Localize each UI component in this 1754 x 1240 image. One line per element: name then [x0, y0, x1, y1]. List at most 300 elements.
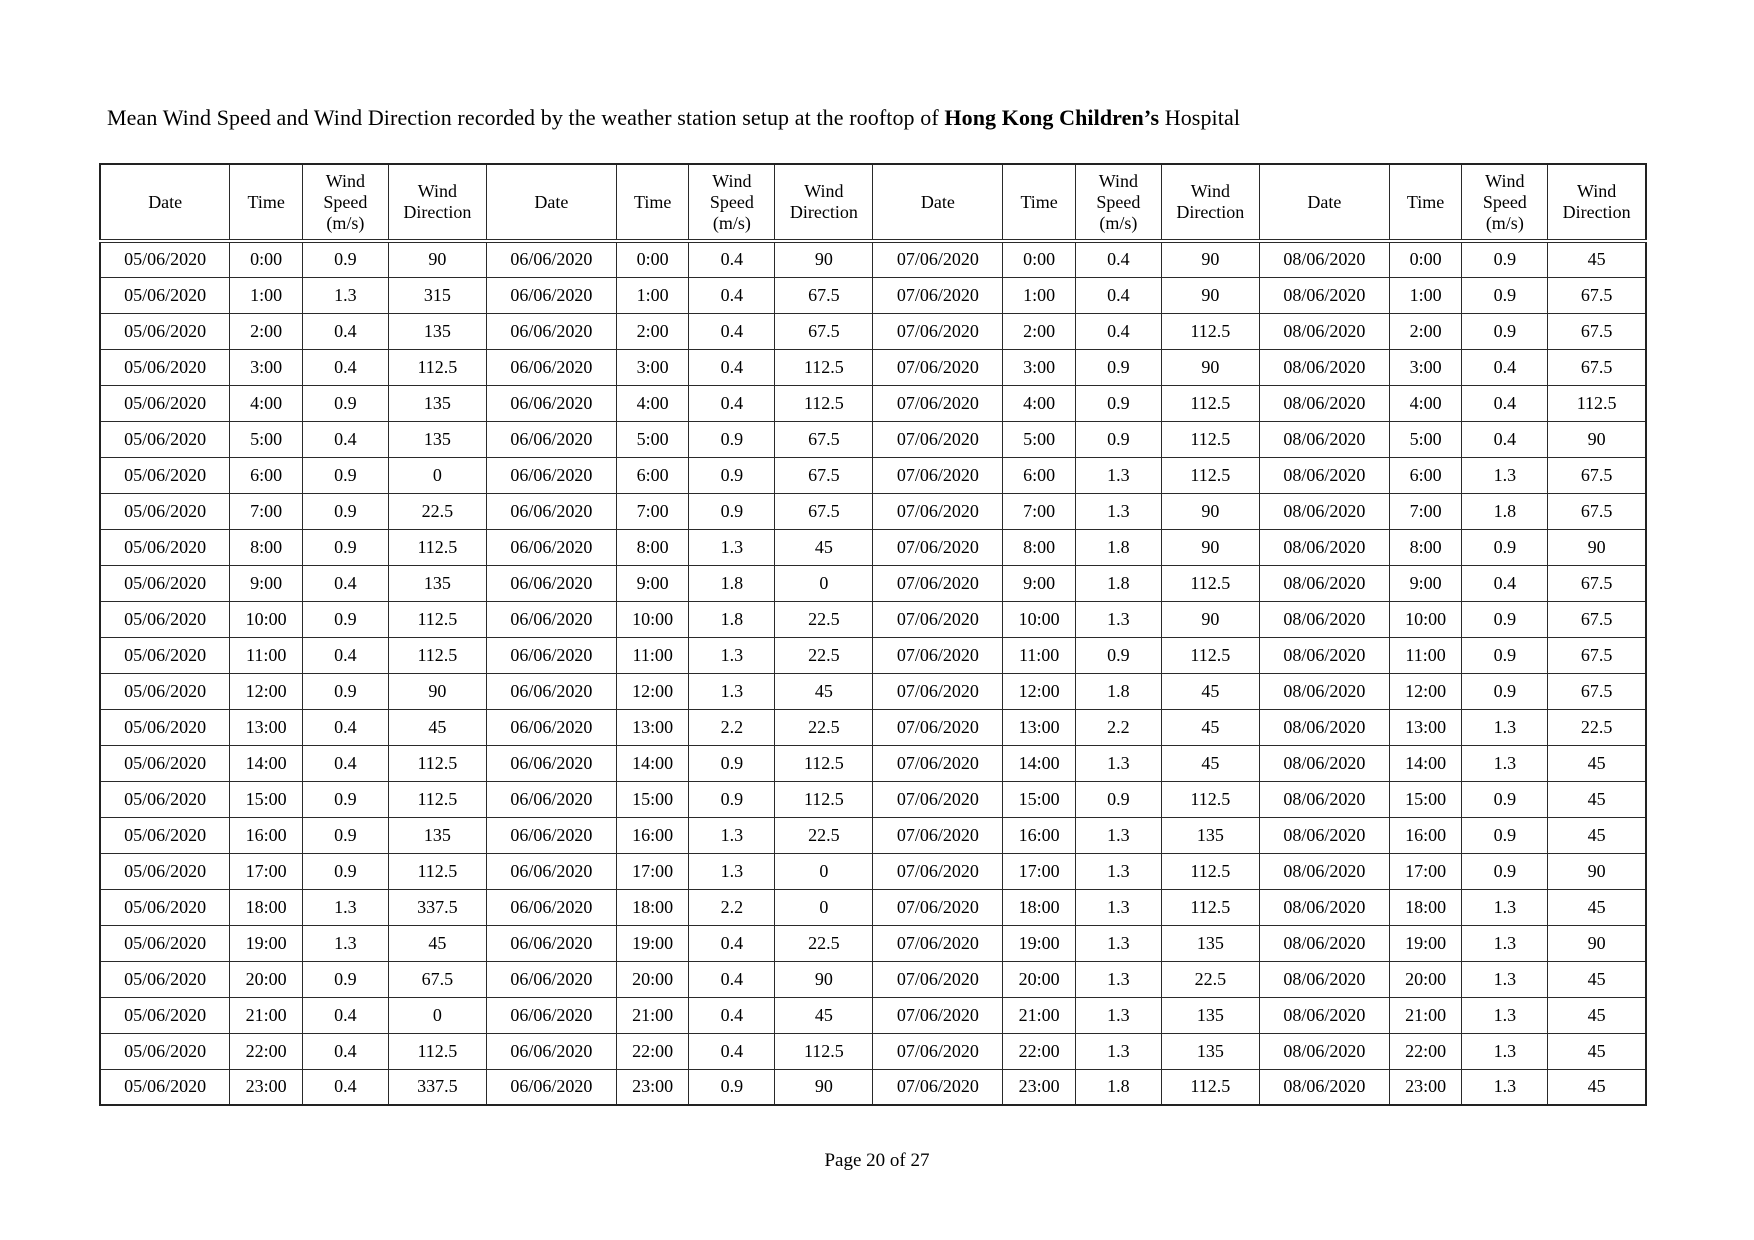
wind-speed-cell: 0.9 — [1462, 781, 1548, 817]
wind-direction-cell: 112.5 — [775, 781, 873, 817]
column-header-date: Date — [873, 164, 1003, 241]
wind-speed-cell: 0.9 — [303, 673, 389, 709]
wind-direction-cell: 67.5 — [775, 277, 873, 313]
date-cell: 06/06/2020 — [486, 313, 616, 349]
date-cell: 05/06/2020 — [100, 925, 230, 961]
table-row — [100, 997, 1646, 1033]
time-cell: 20:00 — [1389, 961, 1462, 997]
wind-speed-cell: 0.9 — [1075, 385, 1161, 421]
time-cell: 22:00 — [616, 1033, 689, 1069]
date-cell: 06/06/2020 — [486, 421, 616, 457]
date-cell: 08/06/2020 — [1259, 493, 1389, 529]
wind-direction-cell: 90 — [1548, 853, 1646, 889]
column-header-wind-speed: Wind Speed (m/s) — [1462, 164, 1548, 241]
wind-direction-cell: 22.5 — [775, 601, 873, 637]
time-cell: 23:00 — [1003, 1069, 1076, 1105]
table-header-row — [100, 164, 1646, 241]
page-title-suffix: Hospital — [1159, 105, 1241, 130]
date-cell: 08/06/2020 — [1259, 241, 1389, 277]
wind-direction-cell: 337.5 — [388, 889, 486, 925]
date-cell: 08/06/2020 — [1259, 385, 1389, 421]
wind-direction-cell: 112.5 — [1161, 313, 1259, 349]
time-cell: 5:00 — [230, 421, 303, 457]
date-cell: 05/06/2020 — [100, 889, 230, 925]
wind-speed-cell: 1.3 — [1075, 817, 1161, 853]
wind-direction-cell: 135 — [1161, 997, 1259, 1033]
time-cell: 16:00 — [1389, 817, 1462, 853]
table-row — [100, 817, 1646, 853]
wind-speed-cell: 0.9 — [303, 529, 389, 565]
time-cell: 17:00 — [1389, 853, 1462, 889]
wind-speed-cell: 1.3 — [1462, 961, 1548, 997]
wind-speed-cell: 0.4 — [689, 241, 775, 277]
wind-direction-cell: 112.5 — [388, 529, 486, 565]
wind-direction-cell: 45 — [388, 709, 486, 745]
time-cell: 15:00 — [230, 781, 303, 817]
table-row — [100, 601, 1646, 637]
wind-direction-cell: 135 — [1161, 925, 1259, 961]
column-header-wind-speed: Wind Speed (m/s) — [1075, 164, 1161, 241]
date-cell: 07/06/2020 — [873, 637, 1003, 673]
wind-direction-cell: 45 — [1161, 745, 1259, 781]
table-row — [100, 565, 1646, 601]
wind-direction-cell: 90 — [775, 961, 873, 997]
date-cell: 05/06/2020 — [100, 781, 230, 817]
time-cell: 7:00 — [1389, 493, 1462, 529]
wind-direction-cell: 22.5 — [1161, 961, 1259, 997]
wind-speed-cell: 0.4 — [303, 637, 389, 673]
time-cell: 10:00 — [230, 601, 303, 637]
time-cell: 1:00 — [1003, 277, 1076, 313]
date-cell: 05/06/2020 — [100, 709, 230, 745]
wind-speed-cell: 0.4 — [303, 1069, 389, 1105]
time-cell: 22:00 — [1389, 1033, 1462, 1069]
wind-speed-cell: 1.3 — [1462, 745, 1548, 781]
wind-direction-cell: 112.5 — [388, 1033, 486, 1069]
time-cell: 11:00 — [1003, 637, 1076, 673]
wind-direction-cell: 45 — [1548, 1069, 1646, 1105]
date-cell: 06/06/2020 — [486, 745, 616, 781]
table-body — [100, 241, 1646, 1105]
column-header-wind-speed: Wind Speed (m/s) — [303, 164, 389, 241]
wind-speed-cell: 0.9 — [1462, 241, 1548, 277]
wind-direction-cell: 45 — [1548, 961, 1646, 997]
time-cell: 22:00 — [230, 1033, 303, 1069]
table-row — [100, 277, 1646, 313]
wind-direction-cell: 135 — [388, 313, 486, 349]
time-cell: 14:00 — [616, 745, 689, 781]
column-header-date: Date — [1259, 164, 1389, 241]
column-header-time: Time — [616, 164, 689, 241]
column-header-time: Time — [230, 164, 303, 241]
wind-direction-cell: 67.5 — [775, 421, 873, 457]
wind-direction-cell: 67.5 — [775, 493, 873, 529]
column-header-date: Date — [486, 164, 616, 241]
table-row — [100, 853, 1646, 889]
wind-speed-cell: 0.9 — [1462, 817, 1548, 853]
time-cell: 5:00 — [616, 421, 689, 457]
wind-speed-cell: 1.3 — [303, 277, 389, 313]
time-cell: 3:00 — [230, 349, 303, 385]
date-cell: 07/06/2020 — [873, 457, 1003, 493]
wind-speed-cell: 0.4 — [689, 1033, 775, 1069]
table-header — [100, 164, 1646, 241]
time-cell: 1:00 — [616, 277, 689, 313]
wind-speed-cell: 1.3 — [1075, 925, 1161, 961]
wind-direction-cell: 90 — [1161, 529, 1259, 565]
date-cell: 07/06/2020 — [873, 529, 1003, 565]
table-row — [100, 493, 1646, 529]
wind-direction-cell: 112.5 — [775, 349, 873, 385]
wind-speed-cell: 1.3 — [1075, 493, 1161, 529]
wind-speed-cell: 0.4 — [303, 997, 389, 1033]
time-cell: 21:00 — [1389, 997, 1462, 1033]
table-row — [100, 709, 1646, 745]
wind-speed-cell: 0.9 — [1462, 673, 1548, 709]
wind-speed-cell: 1.3 — [1462, 709, 1548, 745]
time-cell: 4:00 — [1003, 385, 1076, 421]
table-row — [100, 349, 1646, 385]
date-cell: 07/06/2020 — [873, 961, 1003, 997]
wind-speed-cell: 0.9 — [303, 853, 389, 889]
wind-speed-cell: 1.3 — [303, 889, 389, 925]
wind-speed-cell: 0.9 — [303, 781, 389, 817]
date-cell: 08/06/2020 — [1259, 817, 1389, 853]
time-cell: 6:00 — [230, 457, 303, 493]
wind-direction-cell: 45 — [1548, 745, 1646, 781]
date-cell: 06/06/2020 — [486, 241, 616, 277]
wind-speed-cell: 0.4 — [1075, 277, 1161, 313]
time-cell: 3:00 — [1003, 349, 1076, 385]
table-row — [100, 889, 1646, 925]
date-cell: 06/06/2020 — [486, 385, 616, 421]
wind-direction-cell: 90 — [388, 241, 486, 277]
wind-speed-cell: 1.3 — [1075, 997, 1161, 1033]
wind-direction-cell: 45 — [1161, 673, 1259, 709]
date-cell: 05/06/2020 — [100, 529, 230, 565]
wind-speed-cell: 0.4 — [1462, 349, 1548, 385]
date-cell: 08/06/2020 — [1259, 853, 1389, 889]
table-row — [100, 781, 1646, 817]
wind-speed-cell: 0.9 — [1075, 637, 1161, 673]
page-title-prefix: Mean Wind Speed and Wind Direction recorded by the weather station setup at the rooftop of — [107, 105, 945, 130]
wind-speed-cell: 1.3 — [1462, 997, 1548, 1033]
wind-speed-cell: 0.4 — [303, 1033, 389, 1069]
time-cell: 16:00 — [230, 817, 303, 853]
date-cell: 08/06/2020 — [1259, 997, 1389, 1033]
time-cell: 17:00 — [616, 853, 689, 889]
time-cell: 19:00 — [230, 925, 303, 961]
wind-direction-cell: 67.5 — [1548, 457, 1646, 493]
date-cell: 08/06/2020 — [1259, 673, 1389, 709]
wind-speed-cell: 0.9 — [1462, 637, 1548, 673]
wind-direction-cell: 135 — [1161, 1033, 1259, 1069]
wind-direction-cell: 67.5 — [1548, 493, 1646, 529]
wind-direction-cell: 45 — [1548, 781, 1646, 817]
date-cell: 07/06/2020 — [873, 1033, 1003, 1069]
time-cell: 16:00 — [616, 817, 689, 853]
table-row — [100, 925, 1646, 961]
date-cell: 08/06/2020 — [1259, 457, 1389, 493]
wind-speed-cell: 0.9 — [1075, 781, 1161, 817]
wind-direction-cell: 67.5 — [1548, 313, 1646, 349]
wind-direction-cell: 112.5 — [388, 781, 486, 817]
date-cell: 05/06/2020 — [100, 961, 230, 997]
date-cell: 05/06/2020 — [100, 241, 230, 277]
time-cell: 17:00 — [1003, 853, 1076, 889]
time-cell: 10:00 — [1003, 601, 1076, 637]
wind-speed-cell: 1.8 — [1075, 529, 1161, 565]
wind-direction-cell: 90 — [775, 241, 873, 277]
time-cell: 19:00 — [1003, 925, 1076, 961]
time-cell: 13:00 — [1003, 709, 1076, 745]
date-cell: 07/06/2020 — [873, 349, 1003, 385]
wind-direction-cell: 112.5 — [388, 601, 486, 637]
wind-speed-cell: 1.3 — [1462, 1033, 1548, 1069]
wind-speed-cell: 1.3 — [1075, 1033, 1161, 1069]
date-cell: 06/06/2020 — [486, 673, 616, 709]
wind-speed-cell: 0.9 — [1462, 277, 1548, 313]
date-cell: 07/06/2020 — [873, 997, 1003, 1033]
wind-direction-cell: 135 — [388, 421, 486, 457]
date-cell: 07/06/2020 — [873, 565, 1003, 601]
wind-speed-cell: 0.9 — [1075, 421, 1161, 457]
date-cell: 08/06/2020 — [1259, 565, 1389, 601]
wind-speed-cell: 0.4 — [689, 385, 775, 421]
wind-speed-cell: 1.8 — [1075, 565, 1161, 601]
wind-direction-cell: 0 — [388, 457, 486, 493]
wind-direction-cell: 67.5 — [1548, 277, 1646, 313]
wind-direction-cell: 22.5 — [1548, 709, 1646, 745]
time-cell: 18:00 — [1389, 889, 1462, 925]
time-cell: 23:00 — [230, 1069, 303, 1105]
wind-speed-cell: 1.3 — [1462, 1069, 1548, 1105]
column-header-wind-direction: Wind Direction — [388, 164, 486, 241]
time-cell: 21:00 — [1003, 997, 1076, 1033]
time-cell: 14:00 — [1003, 745, 1076, 781]
column-header-date: Date — [100, 164, 230, 241]
wind-speed-cell: 1.3 — [1075, 601, 1161, 637]
wind-direction-cell: 90 — [1161, 601, 1259, 637]
date-cell: 07/06/2020 — [873, 745, 1003, 781]
date-cell: 06/06/2020 — [486, 1069, 616, 1105]
time-cell: 5:00 — [1003, 421, 1076, 457]
wind-data-table — [99, 163, 1647, 1106]
wind-speed-cell: 0.4 — [1462, 421, 1548, 457]
date-cell: 07/06/2020 — [873, 817, 1003, 853]
wind-speed-cell: 0.9 — [303, 601, 389, 637]
wind-direction-cell: 67.5 — [1548, 565, 1646, 601]
wind-speed-cell: 2.2 — [689, 709, 775, 745]
time-cell: 10:00 — [616, 601, 689, 637]
wind-speed-cell: 1.8 — [1075, 673, 1161, 709]
wind-speed-cell: 1.3 — [1075, 961, 1161, 997]
date-cell: 06/06/2020 — [486, 457, 616, 493]
wind-direction-cell: 0 — [775, 889, 873, 925]
date-cell: 05/06/2020 — [100, 1069, 230, 1105]
time-cell: 12:00 — [616, 673, 689, 709]
table-row — [100, 313, 1646, 349]
wind-direction-cell: 67.5 — [775, 313, 873, 349]
wind-direction-cell: 67.5 — [775, 457, 873, 493]
date-cell: 08/06/2020 — [1259, 781, 1389, 817]
date-cell: 06/06/2020 — [486, 997, 616, 1033]
wind-direction-cell: 135 — [1161, 817, 1259, 853]
date-cell: 06/06/2020 — [486, 853, 616, 889]
date-cell: 05/06/2020 — [100, 385, 230, 421]
date-cell: 08/06/2020 — [1259, 421, 1389, 457]
time-cell: 4:00 — [1389, 385, 1462, 421]
column-header-time: Time — [1389, 164, 1462, 241]
wind-direction-cell: 112.5 — [1161, 889, 1259, 925]
time-cell: 4:00 — [230, 385, 303, 421]
time-cell: 20:00 — [1003, 961, 1076, 997]
wind-direction-cell: 135 — [388, 385, 486, 421]
wind-speed-cell: 0.4 — [1075, 241, 1161, 277]
wind-speed-cell: 1.3 — [1075, 457, 1161, 493]
date-cell: 07/06/2020 — [873, 709, 1003, 745]
date-cell: 08/06/2020 — [1259, 745, 1389, 781]
wind-speed-cell: 0.4 — [689, 349, 775, 385]
page-title-bold-text: Hong Kong Children’s — [944, 105, 1160, 130]
wind-direction-cell: 112.5 — [388, 745, 486, 781]
time-cell: 7:00 — [616, 493, 689, 529]
time-cell: 8:00 — [1389, 529, 1462, 565]
time-cell: 2:00 — [1003, 313, 1076, 349]
date-cell: 05/06/2020 — [100, 493, 230, 529]
date-cell: 08/06/2020 — [1259, 277, 1389, 313]
time-cell: 7:00 — [1003, 493, 1076, 529]
time-cell: 10:00 — [1389, 601, 1462, 637]
time-cell: 9:00 — [1389, 565, 1462, 601]
time-cell: 3:00 — [616, 349, 689, 385]
wind-speed-cell: 0.4 — [1075, 313, 1161, 349]
wind-speed-cell: 1.8 — [689, 565, 775, 601]
wind-direction-cell: 112.5 — [1161, 637, 1259, 673]
date-cell: 07/06/2020 — [873, 781, 1003, 817]
date-cell: 07/06/2020 — [873, 889, 1003, 925]
table-row — [100, 421, 1646, 457]
time-cell: 9:00 — [616, 565, 689, 601]
table-row — [100, 673, 1646, 709]
wind-direction-cell: 135 — [388, 817, 486, 853]
wind-direction-cell: 45 — [775, 529, 873, 565]
date-cell: 05/06/2020 — [100, 745, 230, 781]
wind-direction-cell: 112.5 — [1161, 385, 1259, 421]
date-cell: 08/06/2020 — [1259, 709, 1389, 745]
wind-speed-cell: 0.4 — [303, 349, 389, 385]
wind-speed-cell: 0.4 — [689, 925, 775, 961]
wind-speed-cell: 0.4 — [303, 421, 389, 457]
wind-direction-cell: 45 — [1548, 1033, 1646, 1069]
time-cell: 8:00 — [230, 529, 303, 565]
wind-speed-cell: 1.8 — [689, 601, 775, 637]
wind-direction-cell: 45 — [1548, 997, 1646, 1033]
wind-direction-cell: 90 — [1161, 277, 1259, 313]
date-cell: 07/06/2020 — [873, 241, 1003, 277]
wind-direction-cell: 45 — [775, 997, 873, 1033]
wind-speed-cell: 0.9 — [303, 241, 389, 277]
wind-direction-cell: 67.5 — [1548, 601, 1646, 637]
wind-direction-cell: 112.5 — [1161, 781, 1259, 817]
time-cell: 2:00 — [616, 313, 689, 349]
wind-direction-cell: 67.5 — [1548, 349, 1646, 385]
date-cell: 07/06/2020 — [873, 853, 1003, 889]
wind-direction-cell: 90 — [388, 673, 486, 709]
time-cell: 2:00 — [230, 313, 303, 349]
date-cell: 05/06/2020 — [100, 601, 230, 637]
wind-direction-cell: 0 — [775, 565, 873, 601]
date-cell: 07/06/2020 — [873, 925, 1003, 961]
wind-speed-cell: 1.3 — [689, 529, 775, 565]
wind-direction-cell: 67.5 — [388, 961, 486, 997]
wind-speed-cell: 0.9 — [1462, 529, 1548, 565]
date-cell: 05/06/2020 — [100, 1033, 230, 1069]
wind-speed-cell: 0.9 — [689, 1069, 775, 1105]
wind-direction-cell: 112.5 — [775, 745, 873, 781]
table-row — [100, 529, 1646, 565]
time-cell: 15:00 — [1003, 781, 1076, 817]
wind-direction-cell: 90 — [1161, 349, 1259, 385]
date-cell: 07/06/2020 — [873, 601, 1003, 637]
wind-speed-cell: 0.9 — [689, 457, 775, 493]
date-cell: 06/06/2020 — [486, 493, 616, 529]
wind-direction-cell: 112.5 — [388, 349, 486, 385]
wind-speed-cell: 0.4 — [689, 277, 775, 313]
date-cell: 08/06/2020 — [1259, 313, 1389, 349]
wind-speed-cell: 0.9 — [689, 745, 775, 781]
table-row — [100, 745, 1646, 781]
wind-speed-cell: 0.4 — [1462, 385, 1548, 421]
wind-speed-cell: 0.9 — [303, 493, 389, 529]
wind-speed-cell: 1.3 — [689, 637, 775, 673]
wind-direction-cell: 67.5 — [1548, 637, 1646, 673]
date-cell: 06/06/2020 — [486, 709, 616, 745]
wind-direction-cell: 112.5 — [1161, 1069, 1259, 1105]
table-row — [100, 457, 1646, 493]
time-cell: 20:00 — [616, 961, 689, 997]
date-cell: 05/06/2020 — [100, 997, 230, 1033]
date-cell: 06/06/2020 — [486, 349, 616, 385]
time-cell: 4:00 — [616, 385, 689, 421]
date-cell: 06/06/2020 — [486, 1033, 616, 1069]
wind-direction-cell: 45 — [388, 925, 486, 961]
time-cell: 8:00 — [616, 529, 689, 565]
date-cell: 06/06/2020 — [486, 925, 616, 961]
wind-direction-cell: 90 — [1548, 925, 1646, 961]
wind-speed-cell: 0.9 — [303, 961, 389, 997]
time-cell: 20:00 — [230, 961, 303, 997]
date-cell: 06/06/2020 — [486, 817, 616, 853]
date-cell: 05/06/2020 — [100, 853, 230, 889]
wind-speed-cell: 0.9 — [1462, 853, 1548, 889]
time-cell: 8:00 — [1003, 529, 1076, 565]
wind-speed-cell: 0.4 — [303, 313, 389, 349]
wind-speed-cell: 0.9 — [303, 385, 389, 421]
wind-speed-cell: 1.3 — [1462, 925, 1548, 961]
table-row — [100, 961, 1646, 997]
date-cell: 08/06/2020 — [1259, 889, 1389, 925]
time-cell: 2:00 — [1389, 313, 1462, 349]
time-cell: 18:00 — [230, 889, 303, 925]
wind-direction-cell: 22.5 — [775, 637, 873, 673]
wind-direction-cell: 90 — [1548, 421, 1646, 457]
wind-speed-cell: 1.3 — [1462, 889, 1548, 925]
wind-direction-cell: 45 — [1548, 889, 1646, 925]
time-cell: 0:00 — [230, 241, 303, 277]
wind-direction-cell: 315 — [388, 277, 486, 313]
date-cell: 08/06/2020 — [1259, 349, 1389, 385]
